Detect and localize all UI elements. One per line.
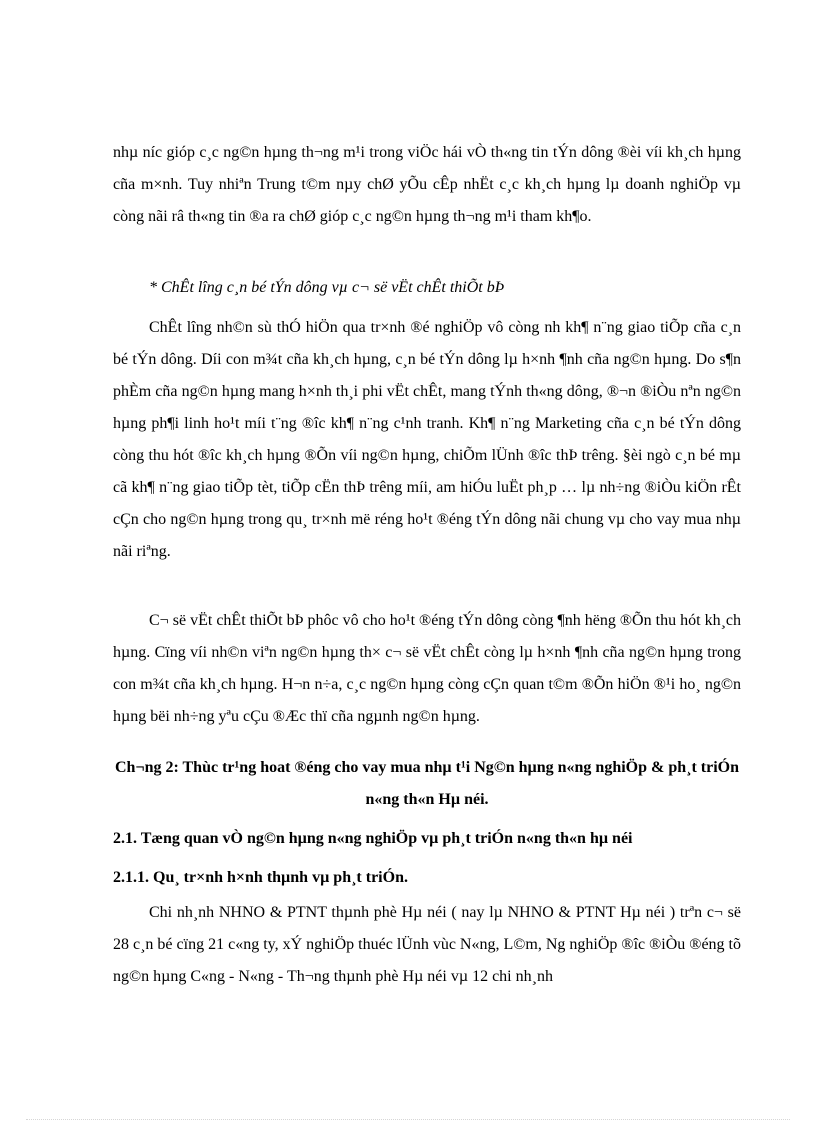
- paragraph-staff-quality: ChÊt lîng nh©n sù thÓ hiÖn qua tr×nh ®é nghiÖp vô còng nh kh¶ n¨ng giao tiÕp cña c¸n bé tÝn dông. Díi con m¾t cña kh¸ch hµng, c¸n bé tÝn dông lµ h×nh ¶nh cña ng©n hµng. Do s¶n phÈm cña ng©n hµng mang h×nh th¸i phi vËt chÊt, mang tÝnh th«ng dông, ®¬n ®iÒu nªn ng©n hµng ph¶i linh ho¹t míi t¨ng ®îc kh¶ n¨ng c¹nh tranh. Kh¶ n¨ng Marketing cña c¸n bé tÝn dông còng thu hót ®îc kh¸ch hµng ®Õn víi ng©n hµng, chiÕm lÜnh ®îc thÞ trêng. §èi ngò c¸n bé mµ cã kh¶ n¨ng giao tiÕp tèt, tiÕp cËn thÞ trêng míi, am hiÓu luËt ph¸p … lµ nh÷ng ®iÒu kiÖn rÊt cÇn cho ng©n hµng trong qu¸ tr×nh më réng ho¹t ®éng tÝn dông nãi chung vµ cho vay mua nhµ nãi riªng.: [113, 319, 741, 560]
- section-2-1-1-heading: 2.1.1. Qu¸ tr×nh h×nh thµnh vµ ph¸t triÓn.: [113, 869, 408, 886]
- italic-subheading-staff-quality: * ChÊt lîng c¸n bé tÝn dông vµ c¬ së vËt chÊt thiÕt bÞ: [149, 279, 505, 296]
- page-bottom-divider: [26, 1119, 790, 1120]
- paragraph-branch-history: Chi nh¸nh NHNO & PTNT thµnh phè Hµ néi ( nay lµ NHNO & PTNT Hµ néi ) trªn c¬ së 28 c¸n bé cïng 21 c«ng ty, xÝ nghiÖp thuéc lÜnh vùc N«ng, L©m, Ng nghiÖp ®îc ®iÒu ®éng tõ ng©n hµng C«ng - N«ng - Th¬ng thµnh phè Hµ néi vµ 12 chi nh¸nh: [113, 904, 741, 985]
- chapter-2-title: Ch¬ng 2: Thùc tr¹ng hoat ®éng cho vay mua nhµ t¹i Ng©n hµng n«ng nghiÖp & ph¸t triÓn n«ng th«n Hµ néi.: [115, 759, 739, 808]
- paragraph-credit-info-center: nhµ níc gióp c¸c ng©n hµng th¬ng m¹i trong viÖc hái vÒ th«ng tin tÝn dông ®èi víi kh¸ch hµng cña m×nh. Tuy nhiªn Trung t©m nµy chØ yÕu cÊp nhËt c¸c kh¸ch hµng lµ doanh nghiÖp vµ còng nãi râ th«ng tin ®a ra chØ gióp c¸c ng©n hµng th¬ng m¹i tham kh¶o.: [113, 144, 741, 225]
- section-2-1-heading: 2.1. Tæng quan vÒ ng©n hµng n«ng nghiÖp vµ ph¸t triÓn n«ng th«n hµ néi: [113, 830, 633, 847]
- paragraph-facilities: C¬ së vËt chÊt thiÕt bÞ phôc vô cho ho¹t ®éng tÝn dông còng ¶nh hëng ®Õn thu hót kh¸ch hµng. Cïng víi nh©n viªn ng©n hµng th× c¬ së vËt chÊt còng lµ h×nh ¶nh cña ng©n hµng trong con m¾t cña kh¸ch hµng. H¬n n÷a, c¸c ng©n hµng còng cÇn quan t©m ®Õn hiÖn ®¹i ho¸ ng©n hµng bëi nh÷ng yªu cÇu ®Æc thï cña ngµnh ng©n hµng.: [113, 612, 741, 725]
